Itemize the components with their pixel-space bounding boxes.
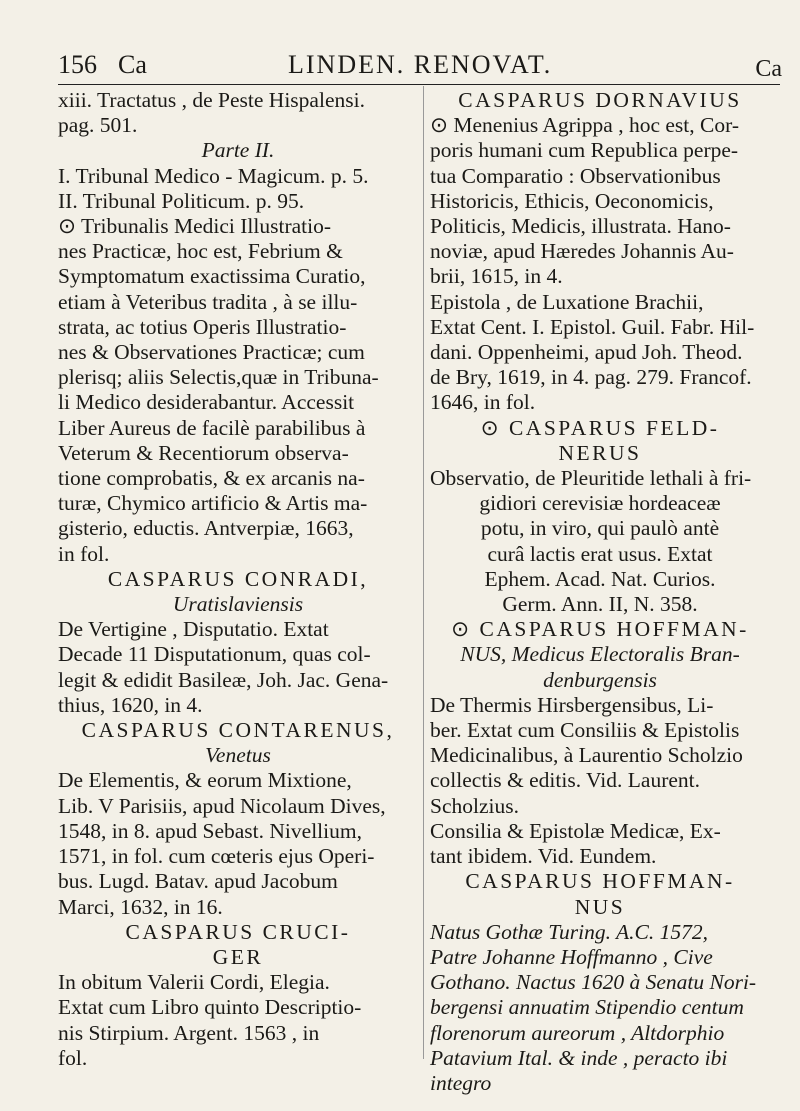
- text-line: Uratislaviensis: [172, 592, 304, 617]
- text-line: Consilia & Epistolæ Medicæ, Ex-: [430, 818, 721, 843]
- text-line: Epistola , de Luxatione Brachii,: [430, 289, 704, 314]
- text-line: de Bry, 1619, in 4. pag. 279. Francof.: [430, 365, 752, 390]
- text-line: Germ. Ann. II, N. 358.: [502, 592, 698, 617]
- text-line: II. Tribunal Politicum. p. 95.: [58, 188, 305, 213]
- text-line: Parte II.: [201, 138, 275, 163]
- header-rule: [58, 84, 780, 85]
- text-line: ⊙ Tribunalis Medici Illustratio-: [58, 214, 332, 239]
- text-line: tione comprobatis, & ex arcanis na-: [58, 466, 365, 491]
- text-line: Natus Gothæ Turing. A.C. 1572,: [430, 919, 708, 944]
- text-line: Decade 11 Disputationum, quas col-: [58, 642, 371, 667]
- text-line: De Thermis Hirsbergensibus, Li-: [430, 692, 714, 717]
- text-line: nis Stirpium. Argent. 1563 , in: [58, 1020, 320, 1045]
- text-line: strata, ac totius Operis Illustratio-: [58, 314, 347, 339]
- text-line: NERUS: [558, 440, 642, 465]
- text-line: NUS: [574, 894, 626, 919]
- text-line: collectis & editis. Vid. Laurent.: [430, 768, 700, 793]
- running-header: [58, 50, 782, 84]
- text-line: fol.: [58, 1045, 88, 1070]
- text-line: tant ibidem. Vid. Eundem.: [430, 844, 657, 869]
- text-line: ⊙ CASPARUS FELD-: [480, 415, 720, 440]
- text-line: Gothano. Nactus 1620 à Senatu Nori-: [430, 970, 757, 995]
- text-line: tua Comparatio : Observationibus: [430, 163, 721, 188]
- text-line: CASPARUS CONTARENUS,: [81, 718, 395, 743]
- text-line: gisterio, eductis. Antverpiæ, 1663,: [58, 516, 354, 541]
- text-line: CASPARUS HOFFMAN-: [465, 869, 735, 894]
- text-line: ⊙ CASPARUS HOFFMAN-: [451, 617, 749, 642]
- text-line: integro: [430, 1070, 492, 1095]
- text-line: CASPARUS DORNAVIUS: [458, 88, 742, 112]
- text-line: legit & edidit Basileæ, Joh. Jac. Gena-: [58, 667, 389, 692]
- text-line: ⊙ Menenius Agrippa , hoc est, Cor-: [430, 113, 739, 138]
- text-line: Politicis, Medicis, illustrata. Hano-: [430, 214, 731, 239]
- text-line: Medicinalibus, à Laurentio Scholzio: [430, 743, 743, 768]
- catchword-right: Ca: [755, 56, 782, 82]
- text-line: nes & Observationes Practicæ; cum: [58, 340, 365, 365]
- text-line: CASPARUS CONRADI,: [107, 566, 369, 591]
- text-line: Veterum & Recentiorum observa-: [58, 440, 349, 465]
- text-line: pag. 501.: [58, 113, 138, 138]
- text-line: Patavium Ital. & inde , peracto ibi: [430, 1045, 728, 1070]
- left-column: [58, 88, 418, 1071]
- catchword-left: Ca: [118, 50, 147, 79]
- text-line: poris humani cum Republica perpe-: [430, 138, 739, 163]
- text-line: De Vertigine , Disputatio. Extat: [58, 617, 329, 642]
- text-line: turæ, Chymico artificio & Artis ma-: [58, 491, 368, 516]
- text-line: Patre Johanne Hoffmanno , Cive: [430, 944, 713, 969]
- page-number: 156: [58, 50, 97, 79]
- text-line: gidiori cerevisiæ hordeaceæ: [479, 491, 721, 516]
- text-line: bus. Lugd. Batav. apud Jacobum: [58, 869, 338, 894]
- text-line: curâ lactis erat usus. Extat: [487, 541, 713, 566]
- text-line: ber. Extat cum Consiliis & Epistolis: [430, 718, 740, 743]
- running-title: LINDEN. RENOVAT.: [288, 50, 553, 79]
- text-line: Scholzius.: [430, 793, 519, 818]
- right-column: [430, 88, 770, 1096]
- text-line: Extat cum Libro quinto Descriptio-: [58, 995, 362, 1020]
- text-line: NUS, Medicus Electoralis Bran-: [460, 642, 740, 667]
- text-line: GER: [212, 944, 264, 969]
- text-line: brii, 1615, in 4.: [430, 264, 563, 289]
- text-line: Symptomatum exactissima Curatio,: [58, 264, 366, 289]
- text-line: De Elementis, & eorum Mixtione,: [58, 768, 352, 793]
- text-line: xiii. Tractatus , de Peste Hispalensi.: [58, 88, 365, 112]
- column-divider: [423, 86, 424, 1059]
- text-line: thius, 1620, in 4.: [58, 692, 203, 717]
- text-line: dani. Oppenheimi, apud Joh. Theod.: [430, 340, 743, 365]
- text-line: Observatio, de Pleuritide lethali à fri-: [430, 466, 752, 491]
- text-line: 1646, in fol.: [430, 390, 536, 415]
- text-line: bergensi annuatim Stipendio centum: [430, 995, 744, 1020]
- text-line: nes Practicæ, hoc est, Febrium &: [58, 239, 343, 264]
- text-line: Historicis, Ethicis, Oeconomicis,: [430, 188, 714, 213]
- text-line: plerisq; aliis Selectis,quæ in Tribuna-: [58, 365, 379, 390]
- text-line: Extat Cent. I. Epistol. Guil. Fabr. Hil-: [430, 314, 755, 339]
- text-line: 1571, in fol. cum cœteris ejus Operi-: [58, 844, 375, 869]
- text-line: Ephem. Acad. Nat. Curios.: [484, 566, 716, 591]
- text-line: denburgensis: [543, 667, 657, 692]
- text-line: florenorum aureorum , Altdorphio: [430, 1020, 725, 1045]
- text-line: Lib. V Parisiis, apud Nicolaum Dives,: [58, 793, 386, 818]
- text-line: etiam à Veteribus tradita , à se illu-: [58, 289, 358, 314]
- text-line: In obitum Valerii Cordi, Elegia.: [58, 970, 330, 995]
- text-line: in fol.: [58, 541, 110, 566]
- text-line: li Medico desiderabantur. Accessit: [58, 390, 355, 415]
- text-line: Venetus: [205, 743, 271, 768]
- text-line: CASPARUS CRUCI-: [125, 919, 351, 944]
- text-line: noviæ, apud Hæredes Johannis Au-: [430, 239, 734, 264]
- text-line: 1548, in 8. apud Sebast. Nivellium,: [58, 818, 362, 843]
- text-line: I. Tribunal Medico - Magicum. p. 5.: [58, 163, 369, 188]
- text-line: Marci, 1632, in 16.: [58, 894, 223, 919]
- text-line: potu, in viro, qui paulò antè: [480, 516, 720, 541]
- text-line: Liber Aureus de facilè parabilibus à: [58, 415, 366, 440]
